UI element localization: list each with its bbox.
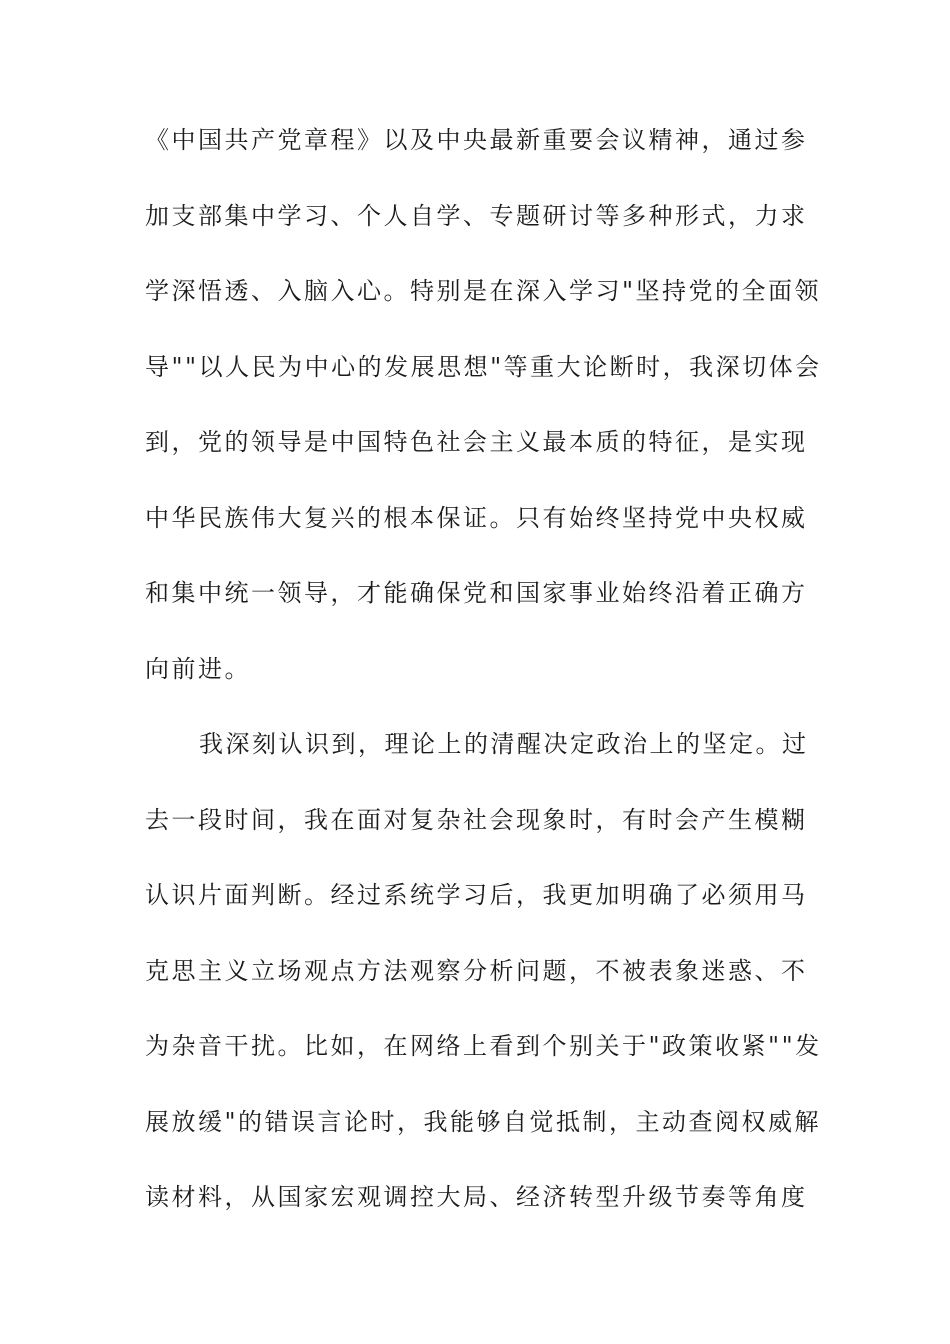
text-line: 去一段时间，我在面对复杂社会现象时，有时会产生模糊	[145, 805, 808, 834]
text-line: 和集中统一领导，才能确保党和国家事业始终沿着正确方	[145, 579, 808, 607]
text-line: 向前进。	[145, 654, 251, 683]
text-line: 展放缓"的错误言论时，我能够自觉抵制，主动查阅权威解	[145, 1107, 822, 1136]
text-line: 中华民族伟大复兴的根本保证。只有始终坚持党中央权威	[145, 503, 808, 532]
text-line: 为杂音干扰。比如，在网络上看到个别关于"政策收紧""发	[145, 1032, 822, 1060]
text-line: 到，党的领导是中国特色社会主义最本质的特征，是实现	[145, 428, 808, 456]
text-line: 加支部集中学习、个人自学、专题研讨等多种形式，力求	[145, 201, 808, 230]
text-line: 克思主义立场观点方法观察分析问题，不被表象迷惑、不	[145, 956, 808, 985]
text-line: 读材料，从国家宏观调控大局、经济转型升级节奏等角度	[145, 1183, 808, 1211]
paragraph-1	[145, 112, 825, 716]
text-line: 我深刻认识到，理论上的清醒决定政治上的坚定。过	[199, 730, 809, 758]
paragraph-2	[145, 716, 825, 1245]
body-text	[145, 112, 825, 1245]
text-line: 认识片面判断。经过系统学习后，我更加明确了必须用马	[145, 881, 808, 909]
text-line: 学深悟透、入脑入心。特别是在深入学习"坚持党的全面领	[145, 277, 822, 305]
text-line: 导""以人民为中心的发展思想"等重大论断时，我深切体会	[145, 352, 822, 381]
text-line: 《中国共产党章程》以及中央最新重要会议精神，通过参	[145, 126, 808, 154]
